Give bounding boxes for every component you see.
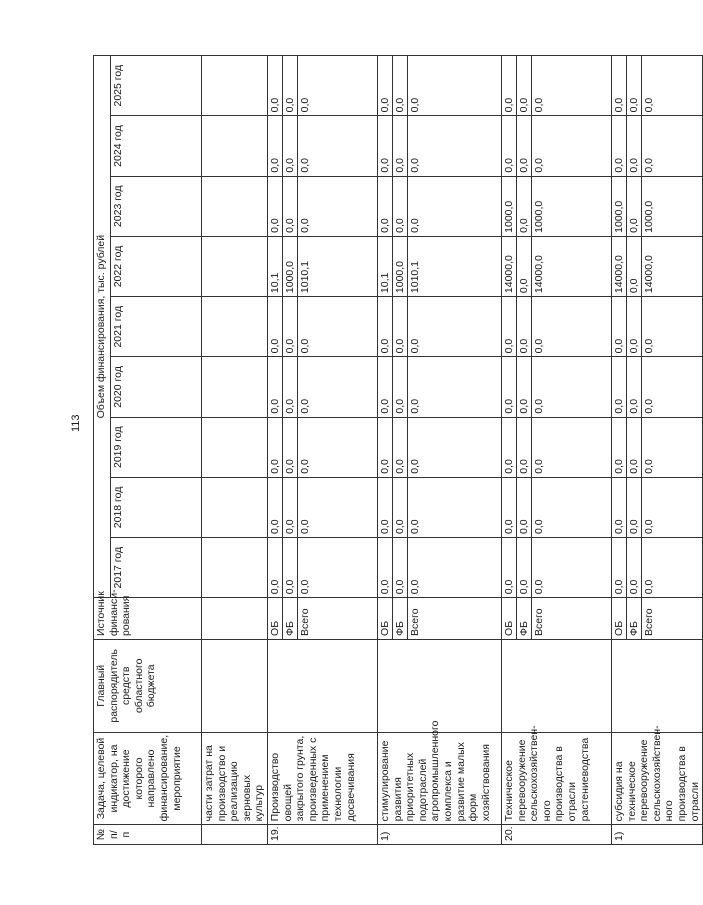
value-cell: 0,0 bbox=[643, 579, 655, 595]
header-year: 2024 год bbox=[111, 116, 202, 176]
value-cell: 0,0 bbox=[268, 357, 283, 416]
financing-table bbox=[93, 55, 703, 845]
value-cell: 0,0 bbox=[378, 116, 393, 175]
year-values bbox=[268, 477, 378, 537]
source-label: ОБ bbox=[268, 598, 283, 639]
row-sources bbox=[502, 598, 612, 640]
value-cell: 1000,0 bbox=[643, 200, 655, 233]
header-volume: Объем финансирования, тыс. рублей bbox=[94, 56, 111, 598]
value-cell: 0,0 bbox=[627, 478, 642, 537]
value-cell: 0,0 bbox=[409, 338, 421, 354]
year-values bbox=[378, 176, 502, 236]
year-values bbox=[202, 236, 268, 296]
source-label: Всего bbox=[643, 608, 655, 636]
value-cell: 0,0 bbox=[283, 56, 298, 115]
header-num: № п/п bbox=[94, 825, 202, 845]
year-values bbox=[202, 176, 268, 236]
source-label: Всего bbox=[299, 608, 311, 636]
value-cell: 0,0 bbox=[612, 538, 627, 597]
year-values bbox=[502, 538, 612, 598]
value-cell: 0,0 bbox=[409, 519, 421, 535]
year-values bbox=[612, 236, 703, 296]
header-source: Источник финанси- рования bbox=[94, 598, 202, 640]
value-cell: 0,0 bbox=[393, 116, 408, 175]
header-year: 2020 год bbox=[111, 357, 202, 417]
value-cell: 0,0 bbox=[502, 418, 517, 477]
page-number: 113 bbox=[70, 414, 82, 432]
year-values bbox=[612, 297, 703, 357]
header-year: 2018 год bbox=[111, 477, 202, 537]
row-number: 20. bbox=[502, 825, 612, 845]
year-values bbox=[612, 538, 703, 598]
row-number: 1) bbox=[378, 825, 502, 845]
value-cell: 0,0 bbox=[502, 297, 517, 356]
value-cell: 0,0 bbox=[533, 158, 545, 173]
value-cell: 0,0 bbox=[517, 56, 532, 115]
year-values bbox=[202, 297, 268, 357]
value-cell: 0,0 bbox=[393, 56, 408, 115]
year-values bbox=[502, 236, 612, 296]
value-cell: 0,0 bbox=[393, 538, 408, 597]
value-cell: 0,0 bbox=[393, 418, 408, 477]
rotated-page bbox=[93, 55, 701, 845]
table-row bbox=[202, 56, 268, 845]
year-values bbox=[202, 538, 268, 598]
year-values bbox=[502, 116, 612, 176]
value-cell: 0,0 bbox=[299, 579, 311, 595]
value-cell: 0,0 bbox=[409, 158, 421, 173]
year-values bbox=[268, 417, 378, 477]
row-task: стимулирование развития приоритетных подотраслей агропромышленного комплекса и развитие малых форм хозяйствования bbox=[378, 732, 502, 825]
header-year: 2023 год bbox=[111, 176, 202, 236]
value-cell: 0,0 bbox=[517, 357, 532, 416]
value-cell: 1000,0 bbox=[283, 237, 298, 296]
value-cell: 0,0 bbox=[378, 177, 393, 236]
value-cell: 0,0 bbox=[533, 97, 545, 113]
source-label: ФБ bbox=[517, 598, 532, 639]
year-values bbox=[202, 357, 268, 417]
year-values bbox=[378, 538, 502, 598]
row-task: Производство овощей закрытого грунта, произведенных с применением технологии досвечивания bbox=[268, 732, 378, 825]
value-cell: 0,0 bbox=[533, 519, 545, 535]
value-cell: 0,0 bbox=[612, 116, 627, 175]
value-cell: 0,0 bbox=[612, 56, 627, 115]
value-cell: 0,0 bbox=[627, 538, 642, 597]
value-cell: 1000,0 bbox=[612, 177, 627, 236]
year-values bbox=[268, 116, 378, 176]
year-values bbox=[502, 357, 612, 417]
value-cell: 0,0 bbox=[517, 116, 532, 175]
value-cell: 0,0 bbox=[643, 459, 655, 474]
year-values bbox=[202, 116, 268, 176]
value-cell: 0,0 bbox=[409, 579, 421, 595]
value-cell: 0,0 bbox=[533, 398, 545, 414]
year-values bbox=[268, 56, 378, 116]
value-cell: 0,0 bbox=[409, 398, 421, 414]
row-sources bbox=[202, 598, 268, 640]
value-cell: 0,0 bbox=[299, 158, 311, 173]
year-values bbox=[612, 176, 703, 236]
row-main-manager bbox=[202, 639, 268, 732]
row-number bbox=[202, 825, 268, 845]
source-label: ФБ bbox=[393, 598, 408, 639]
year-values bbox=[378, 116, 502, 176]
year-values bbox=[268, 538, 378, 598]
value-cell: 1010,1 bbox=[299, 260, 311, 294]
header-task: Задача, целевой индикатор, на достижение которого направлено финансирование, мероприятие bbox=[94, 732, 202, 825]
value-cell: 0,0 bbox=[409, 97, 421, 113]
value-cell: 0,0 bbox=[299, 459, 311, 474]
value-cell: 10,1 bbox=[378, 237, 393, 296]
row-main-manager bbox=[612, 639, 703, 732]
year-values bbox=[612, 477, 703, 537]
header-year: 2021 год bbox=[111, 297, 202, 357]
value-cell: 0,0 bbox=[517, 237, 532, 296]
row-number: 19. bbox=[268, 825, 378, 845]
value-cell: 14000,0 bbox=[533, 255, 545, 294]
value-cell: 0,0 bbox=[268, 297, 283, 356]
value-cell: 0,0 bbox=[378, 56, 393, 115]
header-year: 2019 год bbox=[111, 417, 202, 477]
value-cell: 0,0 bbox=[299, 519, 311, 535]
year-values bbox=[268, 176, 378, 236]
value-cell: 0,0 bbox=[627, 237, 642, 296]
value-cell: 0,0 bbox=[268, 177, 283, 236]
year-values bbox=[202, 417, 268, 477]
header-main-manager: Главный распорядитель средств областного бюджета bbox=[94, 639, 202, 732]
value-cell: 0,0 bbox=[627, 177, 642, 236]
year-values bbox=[612, 56, 703, 116]
year-values bbox=[268, 236, 378, 296]
value-cell: 0,0 bbox=[502, 538, 517, 597]
value-cell: 0,0 bbox=[533, 579, 545, 595]
year-values bbox=[268, 297, 378, 357]
value-cell: 0,0 bbox=[283, 478, 298, 537]
source-label: Всего bbox=[409, 608, 421, 636]
source-label: ФБ bbox=[283, 598, 298, 639]
year-values bbox=[378, 236, 502, 296]
year-values bbox=[612, 417, 703, 477]
table-row bbox=[502, 56, 612, 845]
value-cell: 0,0 bbox=[393, 177, 408, 236]
value-cell: 0,0 bbox=[283, 297, 298, 356]
value-cell: 0,0 bbox=[517, 418, 532, 477]
header-year: 2017 год bbox=[111, 538, 202, 598]
value-cell: 0,0 bbox=[627, 357, 642, 416]
row-sources bbox=[612, 598, 703, 640]
value-cell: 0,0 bbox=[643, 158, 655, 173]
value-cell: 0,0 bbox=[299, 218, 311, 233]
value-cell: 14000,0 bbox=[502, 237, 517, 296]
table-row bbox=[268, 56, 378, 845]
value-cell: 0,0 bbox=[502, 116, 517, 175]
year-values bbox=[612, 116, 703, 176]
value-cell: 0,0 bbox=[378, 297, 393, 356]
year-values bbox=[502, 417, 612, 477]
value-cell: 0,0 bbox=[268, 116, 283, 175]
year-values bbox=[202, 56, 268, 116]
year-values bbox=[502, 56, 612, 116]
value-cell: 0,0 bbox=[502, 56, 517, 115]
value-cell: 0,0 bbox=[283, 538, 298, 597]
value-cell: 0,0 bbox=[268, 418, 283, 477]
value-cell: 0,0 bbox=[643, 519, 655, 535]
source-label: ОБ bbox=[502, 598, 517, 639]
value-cell: 0,0 bbox=[268, 56, 283, 115]
header-year: 2022 год bbox=[111, 236, 202, 296]
value-cell: 0,0 bbox=[643, 398, 655, 414]
value-cell: 14000,0 bbox=[612, 237, 627, 296]
value-cell: 1000,0 bbox=[502, 177, 517, 236]
value-cell: 0,0 bbox=[393, 478, 408, 537]
value-cell: 0,0 bbox=[627, 56, 642, 115]
value-cell: 0,0 bbox=[627, 297, 642, 356]
row-task: Техническое перевооружение сельскохозяйствен-ного производства в отрасли растениеводства bbox=[502, 732, 612, 825]
value-cell: 0,0 bbox=[283, 177, 298, 236]
row-main-manager bbox=[268, 639, 378, 732]
value-cell: 0,0 bbox=[378, 538, 393, 597]
year-values bbox=[502, 477, 612, 537]
year-values bbox=[378, 297, 502, 357]
table-row bbox=[612, 56, 703, 845]
value-cell: 0,0 bbox=[517, 177, 532, 236]
row-number: 1) bbox=[612, 825, 703, 845]
value-cell: 0,0 bbox=[517, 297, 532, 356]
value-cell: 0,0 bbox=[517, 478, 532, 537]
year-values bbox=[202, 477, 268, 537]
year-values bbox=[378, 477, 502, 537]
source-label: ОБ bbox=[612, 598, 627, 639]
value-cell: 0,0 bbox=[299, 338, 311, 354]
year-values bbox=[378, 417, 502, 477]
value-cell: 10,1 bbox=[268, 237, 283, 296]
value-cell: 0,0 bbox=[533, 459, 545, 474]
year-values bbox=[378, 357, 502, 417]
value-cell: 0,0 bbox=[268, 538, 283, 597]
value-cell: 0,0 bbox=[299, 398, 311, 414]
row-task: части затрат на производство и реализацию зерновых культур bbox=[202, 732, 268, 825]
year-values bbox=[378, 56, 502, 116]
row-main-manager bbox=[378, 639, 502, 732]
value-cell: 0,0 bbox=[502, 478, 517, 537]
row-task: субсидия на техническое перевооружение сельскохозяйствен-ного производства в отрасли bbox=[612, 732, 703, 825]
value-cell: 0,0 bbox=[283, 418, 298, 477]
row-sources bbox=[378, 598, 502, 640]
value-cell: 1010,1 bbox=[409, 260, 421, 294]
source-label: Всего bbox=[533, 608, 545, 636]
value-cell: 0,0 bbox=[533, 338, 545, 354]
value-cell: 0,0 bbox=[627, 116, 642, 175]
row-sources bbox=[268, 598, 378, 640]
value-cell: 0,0 bbox=[393, 297, 408, 356]
value-cell: 14000,0 bbox=[643, 255, 655, 294]
year-values bbox=[502, 297, 612, 357]
value-cell: 0,0 bbox=[643, 97, 655, 113]
value-cell: 0,0 bbox=[299, 97, 311, 113]
value-cell: 0,0 bbox=[612, 418, 627, 477]
value-cell: 0,0 bbox=[378, 478, 393, 537]
value-cell: 1000,0 bbox=[533, 200, 545, 233]
value-cell: 0,0 bbox=[393, 357, 408, 416]
value-cell: 0,0 bbox=[612, 297, 627, 356]
value-cell: 0,0 bbox=[378, 357, 393, 416]
value-cell: 0,0 bbox=[409, 218, 421, 233]
value-cell: 0,0 bbox=[268, 478, 283, 537]
row-main-manager bbox=[502, 639, 612, 732]
value-cell: 0,0 bbox=[612, 357, 627, 416]
value-cell: 0,0 bbox=[643, 338, 655, 354]
table-row bbox=[378, 56, 502, 845]
value-cell: 0,0 bbox=[612, 478, 627, 537]
header-year: 2025 год bbox=[111, 56, 202, 116]
value-cell: 0,0 bbox=[502, 357, 517, 416]
value-cell: 0,0 bbox=[378, 418, 393, 477]
value-cell: 1000,0 bbox=[393, 237, 408, 296]
value-cell: 0,0 bbox=[283, 357, 298, 416]
value-cell: 0,0 bbox=[409, 459, 421, 474]
value-cell: 0,0 bbox=[517, 538, 532, 597]
year-values bbox=[268, 357, 378, 417]
year-values bbox=[502, 176, 612, 236]
year-values bbox=[612, 357, 703, 417]
value-cell: 0,0 bbox=[283, 116, 298, 175]
source-label: ОБ bbox=[378, 598, 393, 639]
value-cell: 0,0 bbox=[627, 418, 642, 477]
source-label: ФБ bbox=[627, 598, 642, 639]
